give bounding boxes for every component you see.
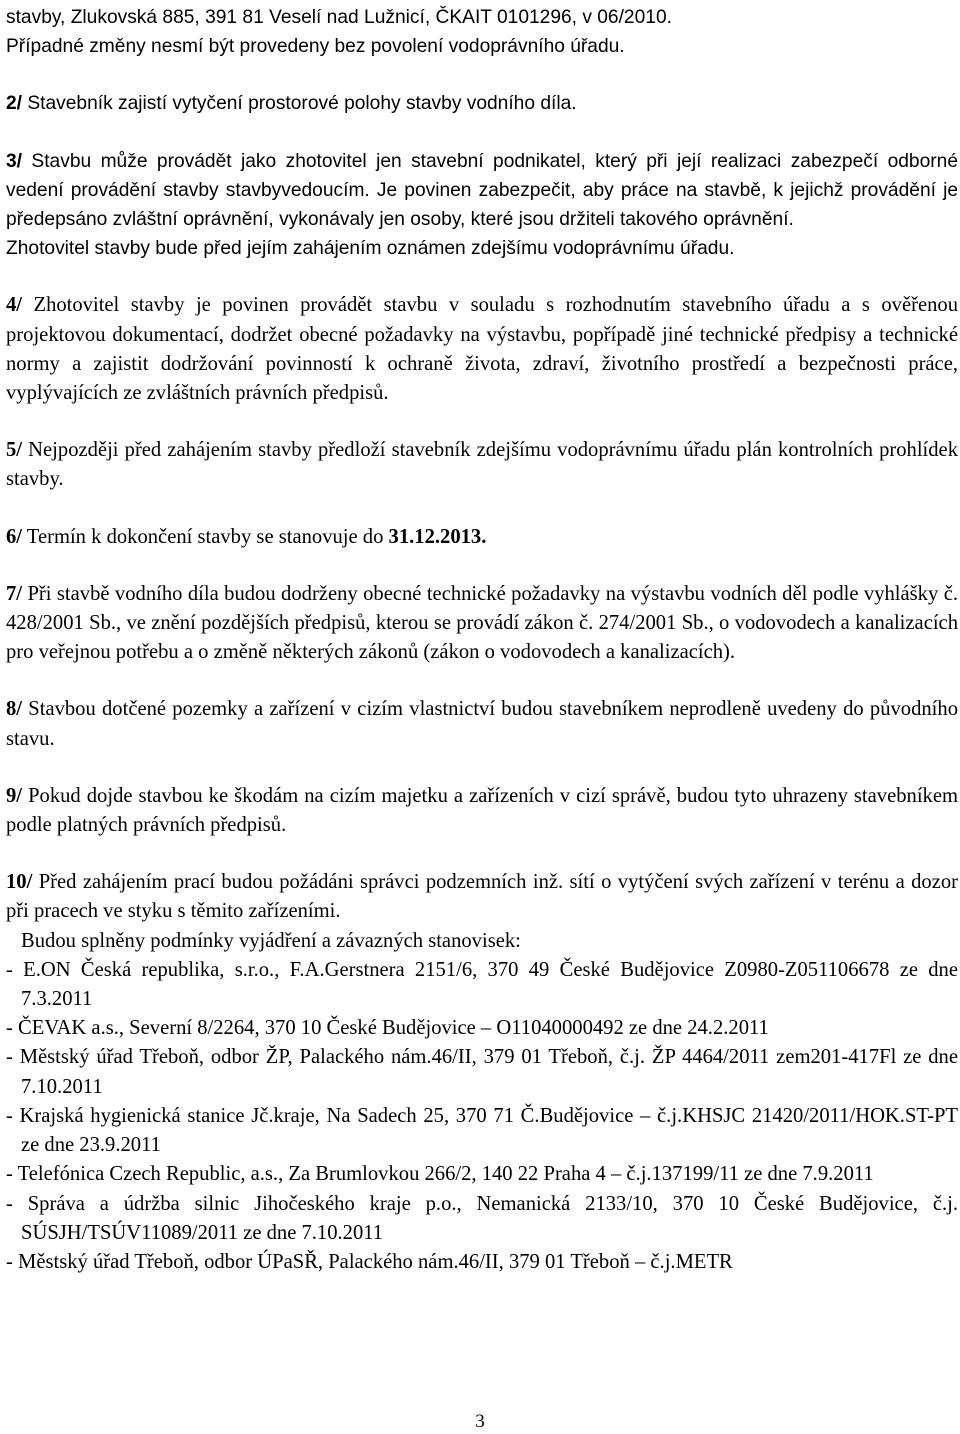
paragraph-2-number: 2/ bbox=[6, 93, 23, 115]
condition-item: - E.ON Česká republika, s.r.o., F.A.Gerstnera 2151/6, 370 49 České Budějovice Z0980-Z051106678 ze dne 7.3.2011 bbox=[6, 958, 958, 1011]
page-number: 3 bbox=[475, 1411, 485, 1432]
paragraph-6-number: 6/ bbox=[6, 525, 23, 548]
condition-item: - Krajská hygienická stanice Jč.kraje, Na Sadech 25, 370 71 Č.Budějovice – č.j.KHSJC 21420/2011/HOK.ST-PT ze dne 23.9.2011 bbox=[6, 1104, 958, 1157]
paragraph-5-text: Nejpozději před zahájením stavby předloží stavebník zdejšímu vodoprávnímu úřadu plán kontrolních prohlídek stavby. bbox=[6, 439, 958, 491]
paragraph-10-text: Před zahájením prací budou požádáni správci podzemních inž. sítí o vytýčení svých zařízení v terénu a dozor při pracech ve styku s těmito zařízeními. bbox=[6, 871, 958, 923]
paragraph-6-text: Termín k dokončení stavby se stanovuje do bbox=[22, 525, 389, 548]
paragraph-4-text: Zhotovitel stavby je povinen provádět stavbu v souladu s rozhodnutím stavebního úřadu a s ověřenou projektovou dokumentací, dodržet obecné požadavky na výstavbu, popřípadě jiné technické předpisy a technické normy a zajistit dodržování povinností k ochraně života, zdraví, životního prostředí a bezpečnosti práce, vyplývajících ze zvláštních právních předpisů. bbox=[6, 294, 958, 405]
document-page bbox=[6, 3, 958, 1277]
paragraph-3-note: Zhotovitel stavby bude před jejím zahájením oznámen zdejšímu vodoprávnímu úřadu. bbox=[6, 238, 735, 260]
paragraph-8-text: Stavbou dotčené pozemky a zařízení v cizím vlastnictví budou stavebníkem neprodleně uvedeny do původního stavu. bbox=[6, 698, 958, 750]
paragraph-9-number: 9/ bbox=[6, 784, 23, 807]
condition-item: - Telefónica Czech Republic, a.s., Za Brumlovkou 266/2, 140 22 Praha 4 – č.j.137199/11 ze dne 7.9.2011 bbox=[6, 1163, 874, 1186]
paragraph-5-number: 5/ bbox=[6, 439, 23, 462]
conditions-intro: Budou splněny podmínky vyjádření a závazných stanovisek: bbox=[21, 929, 521, 952]
paragraph-3-text: Stavbu může provádět jako zhotovitel jen stavební podnikatel, který při její realizaci zabezpečí odborné vedení provádění stavby stavbyvedoucím. Je povinen zabezpečit, aby práce na stavbě, k jejichž provádění je předepsáno zvláštní oprávnění, vykonávaly jen osoby, které jsou držiteli takového oprávnění. bbox=[6, 150, 958, 231]
paragraph-7 bbox=[6, 580, 958, 668]
paragraph-7-number: 7/ bbox=[6, 582, 23, 605]
intro-line-1: stavby, Zlukovská 885, 391 81 Veselí nad Lužnicí, ČKAIT 0101296, v 06/2010. bbox=[6, 7, 672, 28]
paragraph-6 bbox=[6, 523, 958, 552]
condition-item: - ČEVAK a.s., Severní 8/2264, 370 10 České Budějovice – O11040000492 ze dne 24.2.2011 bbox=[6, 1017, 769, 1040]
condition-item: - Správa a údržba silnic Jihočeského kraje p.o., Nemanická 2133/10, 370 10 České Budějovice, č.j. SÚSJH/TSÚV11089/2011 ze dne 7.10.2011 bbox=[6, 1192, 958, 1244]
paragraph-10 bbox=[6, 868, 958, 926]
paragraph-9-text: Pokud dojde stavbou ke škodám na cizím majetku a zařízeních v cizí správě, budou tyto uhrazeny stavebníkem podle platných právních předpisů. bbox=[6, 784, 958, 837]
paragraph-5 bbox=[6, 436, 958, 494]
paragraph-10-number: 10/ bbox=[6, 871, 33, 894]
paragraph-4-number: 4/ bbox=[6, 294, 23, 317]
paragraph-2-text: Stavebník zajistí vytyčení prostorové polohy stavby vodního díla. bbox=[22, 93, 577, 115]
condition-item: - Městský úřad Třeboň, odbor ÚPaSŘ, Palackého nám.46/II, 379 01 Třeboň – č.j.METR bbox=[6, 1250, 733, 1273]
paragraph-3-number: 3/ bbox=[6, 150, 23, 172]
intro-line-2: Případné změny nesmí být provedeny bez povolení vodoprávního úřadu. bbox=[6, 36, 625, 58]
paragraph-8 bbox=[6, 695, 958, 753]
paragraph-9 bbox=[6, 782, 958, 840]
paragraph-7-text: Při stavbě vodního díla budou dodrženy obecné technické požadavky na výstavbu vodních děl podle vyhlášky č. 428/2001 Sb., ve znění pozdějších předpisů, kterou se provádí zákon č. 274/2001 Sb., o vodovodech a kanalizacích pro veřejnou potřebu a o změně některých zákonů (zákon o vodovodech a kanalizacích). bbox=[6, 582, 958, 664]
completion-date: 31.12.2013. bbox=[388, 525, 487, 548]
paragraph-4 bbox=[6, 291, 958, 408]
paragraph-2 bbox=[6, 89, 958, 118]
condition-item: - Městský úřad Třeboň, odbor ŽP, Palackého nám.46/II, 379 01 Třeboň, č.j. ŽP 4464/2011 zem201-417Fl ze dne 7.10.2011 bbox=[6, 1046, 958, 1098]
paragraph-8-number: 8/ bbox=[6, 698, 23, 721]
paragraph-3 bbox=[6, 147, 958, 235]
